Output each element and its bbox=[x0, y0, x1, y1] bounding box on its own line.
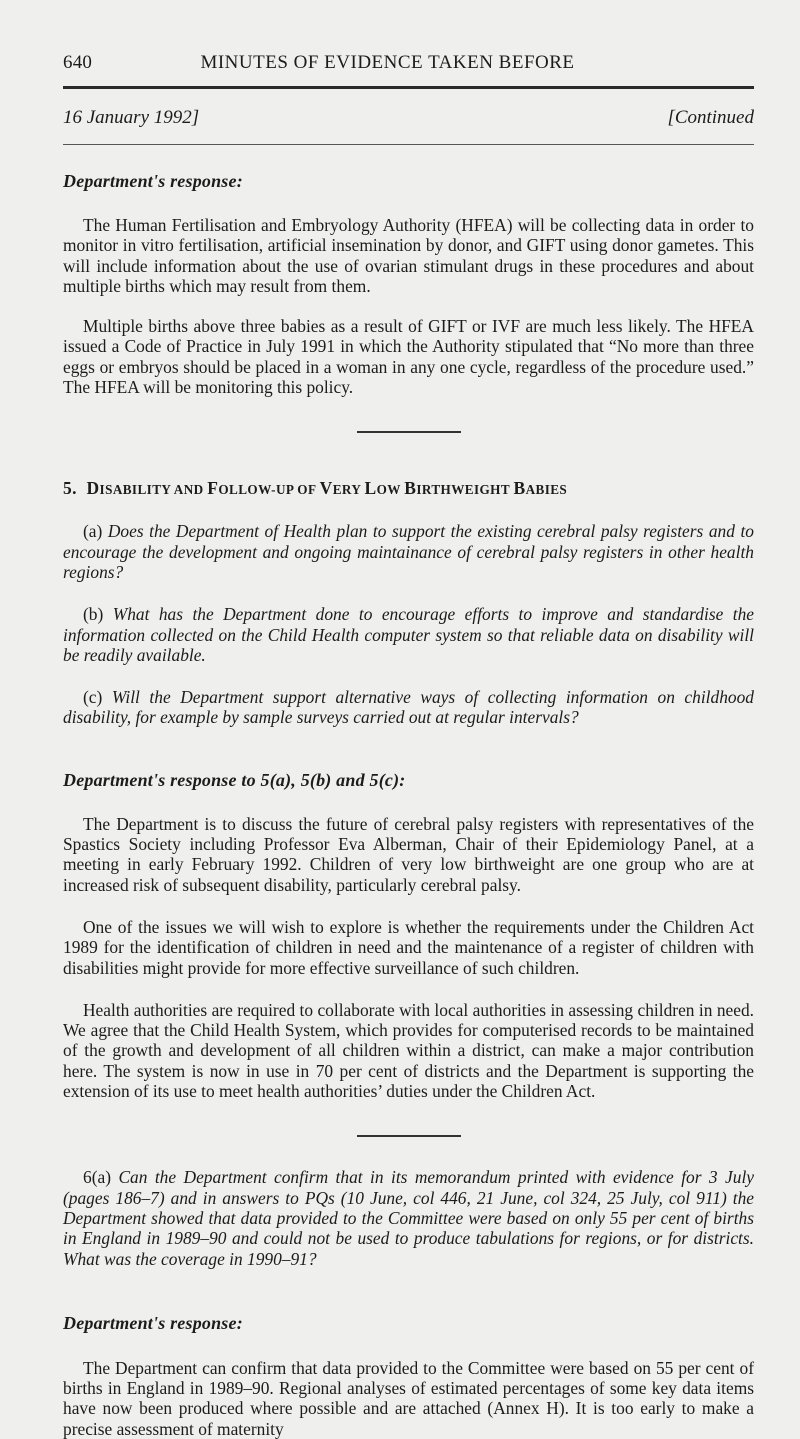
section-separator bbox=[357, 431, 461, 433]
question-item bbox=[63, 687, 754, 728]
running-title: MINUTES OF EVIDENCE TAKEN BEFORE bbox=[200, 52, 575, 73]
page-number: 640 bbox=[63, 52, 93, 73]
page-header bbox=[63, 0, 754, 74]
body-paragraph: Multiple births above three babies as a result of GIFT or IVF are much less likely. The HFEA issued a Code of Practice in July 1991 in which the Authority stipulated that “No more than three eggs or embryos should be placed in a woman in any one cycle, regardless of the procedure used.” The HFEA will be monitoring this policy. bbox=[63, 316, 754, 398]
section-title: DISABILITY AND FOLLOW-UP OF VERY LOW BIRTHWEIGHT BABIES bbox=[86, 478, 568, 499]
body-paragraph: The Department can confirm that data provided to the Committee were based on 55 per cent of births in England in 1989–90. Regional analyses of estimated percentages of some key data items have now been produced where possible and are attached (Annex H). It is too early to make a precise assessment of maternity bbox=[63, 1357, 754, 1439]
response-heading: Department's response: bbox=[63, 1312, 243, 1333]
question-label: 6(a) bbox=[83, 1167, 111, 1188]
question-text: Can the Department confirm that in its memorandum printed with evidence for 3 July (pages 186–7) and in answers to PQs (10 June, col 446, 21 June, col 324, 25 July, col 911) the Department showed that data provided to the Committee were based on only 55 per cent of births in England in 1989–90 and could not be used to produce tabulations for regions, or for districts. What was the coverage in 1990–91? bbox=[63, 1167, 754, 1269]
date-rule bbox=[63, 144, 754, 145]
question-label: (a) bbox=[83, 521, 103, 542]
question-item bbox=[63, 1167, 754, 1268]
question-text: Does the Department of Health plan to support the existing cerebral palsy registers and to encourage the development and ongoing maintainance of cerebral palsy registers in other health regions? bbox=[63, 521, 754, 582]
question-text: What has the Department done to encourage efforts to improve and standardise the information collected on the Child Health computer system so that reliable data on disability will be readily available. bbox=[63, 604, 754, 665]
response-heading: Department's response to 5(a), 5(b) and 5(c): bbox=[63, 769, 406, 790]
body-paragraph: The Department is to discuss the future of cerebral palsy registers with representatives of the Spastics Society including Professor Eva Alberman, Chair of their Epidemiology Panel, at a meeting in early February 1992. Children of very low birthweight are one group who are at increased risk of subsequent disability, particularly cerebral palsy. bbox=[63, 813, 754, 895]
body-paragraph: One of the issues we will wish to explore is whether the requirements under the Children Act 1989 for the identification of children in need and the maintenance of a register of children with disabilities might provide for more effective surveillance of such children. bbox=[63, 916, 754, 978]
question-label: (c) bbox=[83, 687, 103, 708]
question-label: (b) bbox=[83, 604, 104, 625]
body-paragraph: The Human Fertilisation and Embryology Authority (HFEA) will be collecting data in order to monitor in vitro fertilisation, artificial insemination by donor, and GIFT using donor gametes. This will include information about the use of ovarian stimulant drugs in these procedures and about multiple births which may result from them. bbox=[63, 215, 754, 296]
section-number: 5. bbox=[63, 478, 77, 499]
question-item bbox=[63, 604, 754, 665]
section-5-heading bbox=[63, 478, 754, 499]
date-row bbox=[63, 107, 754, 129]
response-heading: Department's response: bbox=[63, 171, 243, 191]
question-item bbox=[63, 521, 754, 582]
continued-label: [Continued bbox=[667, 107, 754, 128]
section-separator bbox=[357, 1135, 461, 1137]
session-date: 16 January 1992] bbox=[63, 107, 200, 128]
body-paragraph: Health authorities are required to collaborate with local authorities in assessing children in need. We agree that the Child Health System, which provides for computerised records to be maintained of the growth and development of all children within a district, can make a major contribution here. The system is now in use in 70 per cent of districts and the Department is supporting the extension of its use to meet health authorities’ duties under the Children Act. bbox=[63, 999, 754, 1102]
header-rule bbox=[63, 86, 754, 89]
question-text: Will the Department support alternative ways of collecting information on childhood disability, for example by sample surveys carried out at regular intervals? bbox=[63, 687, 754, 728]
